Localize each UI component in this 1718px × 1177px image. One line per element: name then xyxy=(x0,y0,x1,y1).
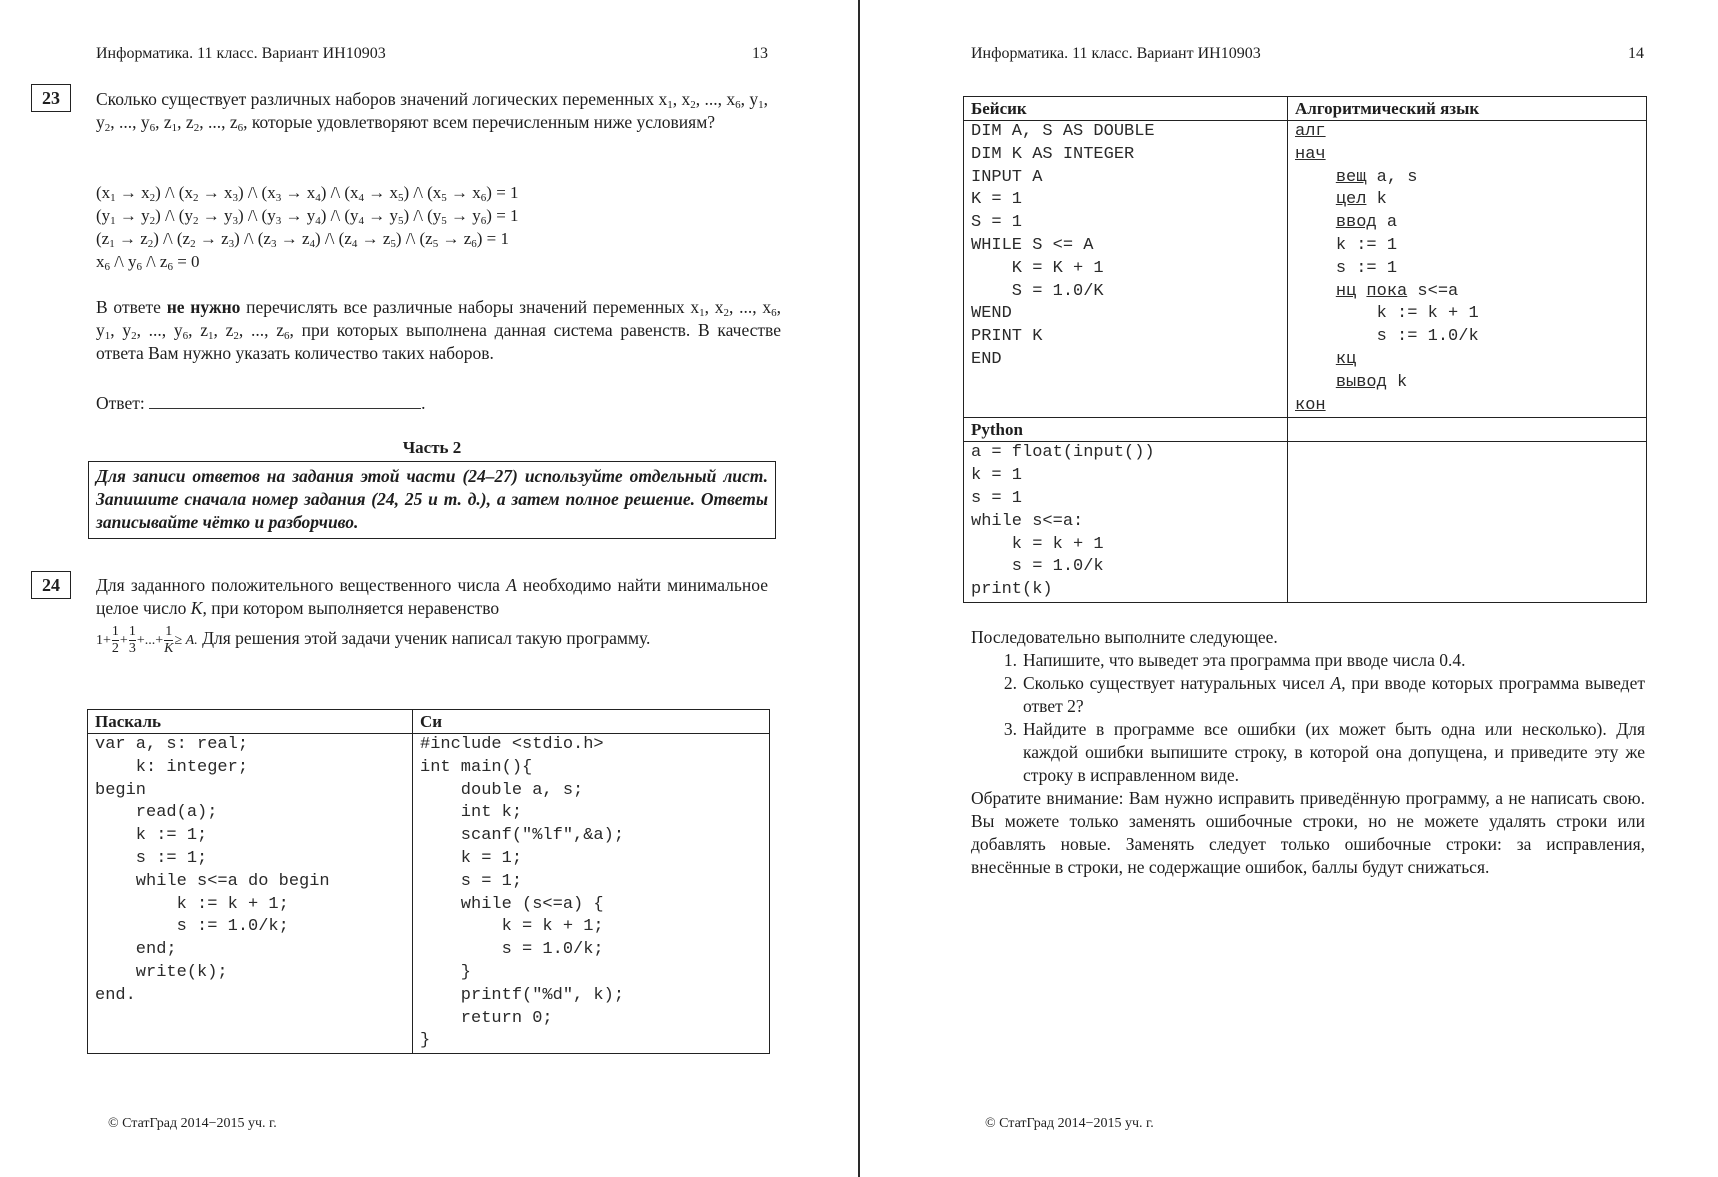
task-24-number: 24 xyxy=(31,571,71,599)
fraction-1-k: $\frac{1}{K}$ xyxy=(164,623,174,656)
page-number: 13 xyxy=(752,45,768,62)
task-24-question: Для заданного положительного вещественного числа A необходимо найти минимальное целое число K, при котором выполняется неравенство 1+ $\frac{1}{2}$ + $\frac{1}{3}$ +...+ $\frac{1}{K}\ge A$. Для решения этой задачи ученик написал такую программу. xyxy=(96,575,768,656)
task-23-number: 23 xyxy=(31,84,71,112)
equation-z: $(z_1 \to z_2)$ /\ $(z_2 \to z_3)$ /\ $(z_3 \to z_4)$ /\ $(z_4 \to z_5)$ /\ $(z_5 \to z_6) = 1$ xyxy=(96,229,510,250)
code-table-basic-algo-python xyxy=(963,96,1647,603)
page-13 xyxy=(0,0,858,1177)
copyright-footer: © СтатГрад 2014−2015 уч. г. xyxy=(985,1116,1154,1131)
equation-x: $(x_1 \to x_2)$ /\ $(x_2 \to x_3)$ /\ $(x_3 \to x_4)$ /\ $(x_4 \to x_5)$ /\ $(x_5 \to x_6) = 1$ xyxy=(96,183,519,204)
fraction-1-2: $\frac{1}{2}$ xyxy=(111,623,119,656)
instruction-item-2: 2. Сколько существует натуральных чисел A, при вводе которых программа выведет ответ 2? xyxy=(1003,673,1645,716)
attention-note: Обратите внимание: Вам нужно исправить приведённую программу, а не написать свою. Вы можете только заменять ошибочные строки, но не можете удалять строки или добавлять новые. Заменять следует только ошибочные строки: за исправления, внесённые в строки, не содержащие ошибок, баллы будут снижаться. xyxy=(971,788,1645,877)
task-23-note: В ответе не нужно перечислять все различные наборы значений переменных $x_1$, $x_2$, ..., $x_6$, $y_1$, $y_2$, ..., $y_6$, $z_1$, $z_2$, ..., $z_6$, при которых выполнена данная система равенств. В качестве ответа Вам нужно указать количество таких наборов. xyxy=(96,297,782,363)
fraction-1-3: $\frac{1}{3}$ xyxy=(128,623,136,656)
code-c: #include <stdio.h> int main(){ double a, s; int k; scanf("%lf",&a); k = 1; s = 1; while (s<=a) { k = k + 1; s = 1.0/k; } printf("%d", k); return 0; } xyxy=(413,734,770,1054)
task-23-equations xyxy=(96,181,519,273)
answer-blank[interactable] xyxy=(149,392,421,409)
page-divider xyxy=(858,0,860,1177)
instruction-item-3: 3. Найдите в программе все ошибки (их может быть одна или несколько). Для каждой ошибки выпишите строку, в которой она допущена, и приведите эту же строку в исправленном виде. xyxy=(1003,719,1645,785)
header-basic: Бейсик xyxy=(964,97,1288,121)
part-2-heading: Часть 2 xyxy=(402,438,462,457)
code-pascal: var a, s: real; k: integer; begin read(a); k := 1; s := 1; while s<=a do begin k := k + 1; s := 1.0/k; end; write(k); end. xyxy=(88,734,413,1054)
task-24-instructions xyxy=(971,626,1645,879)
page-header-title: Информатика. 11 класс. Вариант ИН10903 xyxy=(971,45,1261,62)
instructions-intro: Последовательно выполните следующее. xyxy=(971,627,1278,647)
code-python: a = float(input()) k = 1 s = 1 while s<=a: k = k + 1 s = 1.0/k print(k) xyxy=(964,442,1288,603)
answer-line[interactable]: Ответ: . xyxy=(96,393,426,413)
code-basic: DIM A, S AS DOUBLE DIM K AS INTEGER INPUT A K = 1 S = 1 WHILE S <= A K = K + 1 S = 1.0/K WEND PRINT K END xyxy=(964,121,1288,418)
part-2-instructions: Для записи ответов на задания этой части (24–27) используйте отдельный лист. Запишите сначала номер задания (24, 25 и т. д.), а затем полное решение. Ответы записывайте чётко и разборчиво. xyxy=(88,461,776,539)
task-23-question: Сколько существует различных наборов значений логических переменных $x_1$, $x_2$, ..., $x_6$, $y_1$, $y_2$, ..., $y_6$, $z_1$, $z_2$, ..., $z_6$, которые удовлетворяют всем перечисленным ниже условиям? xyxy=(96,89,769,134)
page-14 xyxy=(862,0,1718,1177)
equation-last: $x_6$ /\ $y_6$ /\ $z_6 = 0$ xyxy=(96,252,200,273)
page-header-title: Информатика. 11 класс. Вариант ИН10903 xyxy=(96,45,386,62)
equation-y: $(y_1 \to y_2)$ /\ $(y_2 \to y_3)$ /\ $(y_3 \to y_4)$ /\ $(y_4 \to y_5)$ /\ $(y_5 \to y_6) = 1$ xyxy=(96,206,519,227)
page-number: 14 xyxy=(1628,45,1644,62)
header-algorithmic: Алгоритмический язык xyxy=(1288,97,1647,121)
header-empty xyxy=(1288,418,1647,442)
copyright-footer: © СтатГрад 2014−2015 уч. г. xyxy=(108,1116,277,1131)
header-python: Python xyxy=(964,418,1288,442)
header-pascal: Паскаль xyxy=(88,710,413,734)
instruction-item-1: 1. Напишите, что выведет эта программа при вводе числа 0.4. xyxy=(1003,650,1466,670)
code-table-pascal-c xyxy=(87,709,770,1054)
header-c: Си xyxy=(413,710,770,734)
empty-cell xyxy=(1288,442,1647,603)
code-algorithmic: алг нач вещ a, s цел k ввод a k := 1 s := 1 нц пока s<=a k := k + 1 s := 1.0/k кц вывод k кон xyxy=(1288,121,1647,418)
